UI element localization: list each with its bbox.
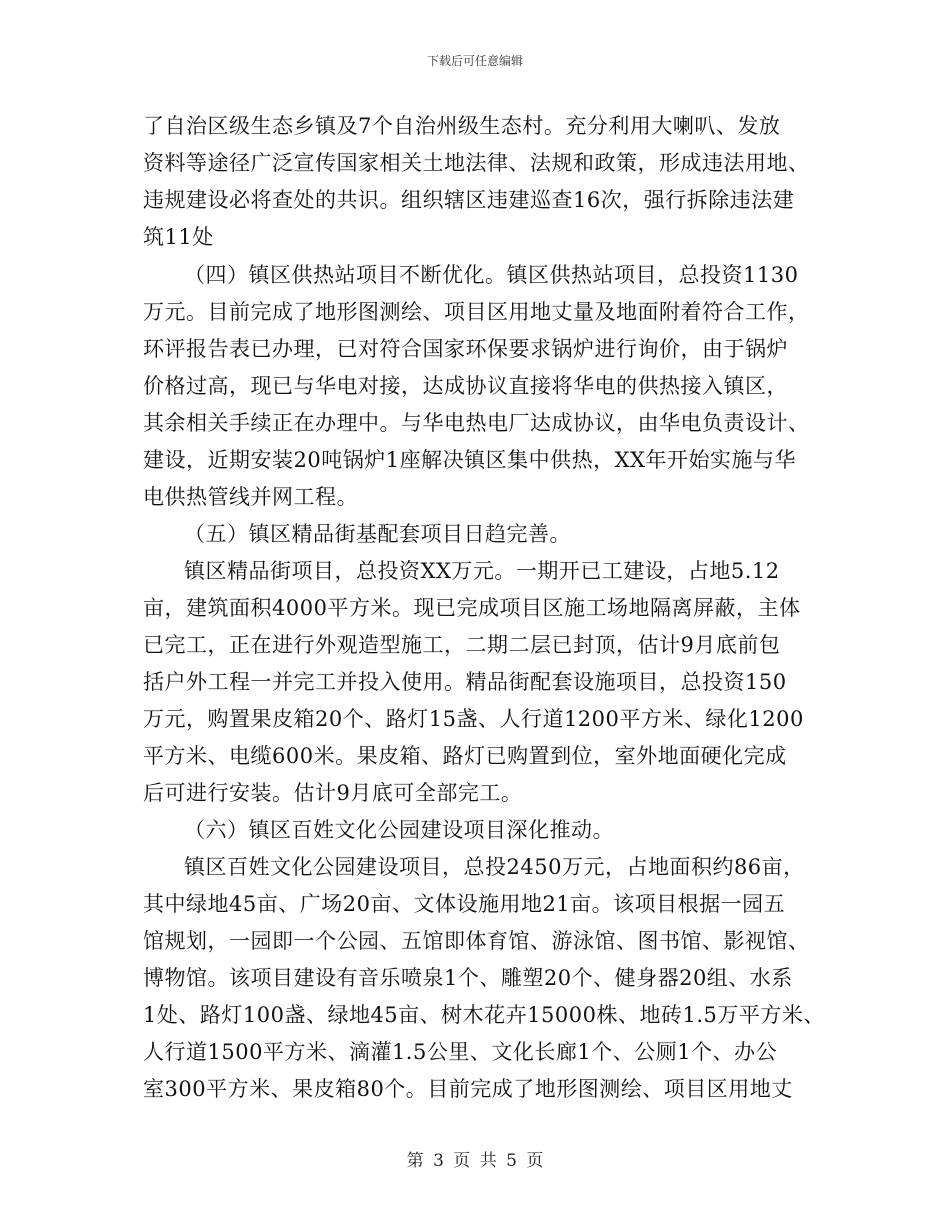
body-line: 电供热管线并网工程。 xyxy=(143,485,358,509)
body-line: 违规建设必将查处的共识。组织辖区违建巡查16次，强行拆除违法建 xyxy=(143,188,795,212)
body-line: 室300平方米、果皮箱80个。目前完成了地形图测绘、项目区用地丈 xyxy=(143,1077,793,1101)
body-line: 资料等途径广泛宣传国家相关土地法律、法规和政策，形成违法用地、 xyxy=(143,151,810,175)
body-line: 平方米、电缆600米。果皮箱、路灯已购置到位，室外地面硬化完成 xyxy=(143,744,787,768)
page-number-footer: 第 3 页 共 5 页 xyxy=(406,1151,544,1171)
body-line: 万元，购置果皮箱20个、路灯15盏、人行道1200平方米、绿化1200 xyxy=(143,707,804,731)
body-line: 镇区精品街项目，总投资XX万元。一期开已工建设，占地5.12 xyxy=(184,559,780,583)
body-line: 其余相关手续正在办理中。与华电热电厂达成协议，由华电负责设计、 xyxy=(143,411,810,435)
body-line: 已完工，正在进行外观造型施工，二期二层已封顶，估计9月底前包 xyxy=(143,633,781,657)
body-line: 筑11处 xyxy=(143,225,214,249)
section-heading-6: （六）镇区百姓文化公园建设项目深化推动。 xyxy=(184,818,614,842)
page-header-note: 下载后可任意编辑 xyxy=(426,54,523,68)
body-line: 万元。目前完成了地形图测绘、项目区用地丈量及地面附着符合工作， xyxy=(143,300,810,324)
body-line: 环评报告表已办理，已对符合国家环保要求锅炉进行询价，由于锅炉 xyxy=(143,337,788,361)
section-heading-4: （四）镇区供热站项目不断优化。镇区供热站项目，总投资1130 xyxy=(184,263,799,287)
body-line: 人行道1500平方米、滴灌1.5公里、文化长廊1个、公厕1个、办公 xyxy=(143,1040,778,1064)
body-line: 价格过高，现已与华电对接，达成协议直接将华电的供热接入镇区， xyxy=(143,374,788,398)
body-line: 馆规划，一园即一个公园、五馆即体育馆、游泳馆、图书馆、影视馆、 xyxy=(143,929,810,953)
body-line: 了自治区级生态乡镇及7个自治州级生态村。充分利用大喇叭、发放 xyxy=(143,114,781,138)
body-line: 括户外工程一并完工并投入使用。精品街配套设施项目，总投资150 xyxy=(143,670,787,694)
body-line: 其中绿地45亩、广场20亩、文体设施用地21亩。该项目根据一园五 xyxy=(143,892,786,916)
body-line: 后可进行安装。估计9月底可全部完工。 xyxy=(143,781,523,805)
body-line: 亩，建筑面积4000平方米。现已完成项目区施工场地隔离屏蔽，主体 xyxy=(143,596,801,620)
body-line: 镇区百姓文化公园建设项目，总投2450万元，占地面积约86亩， xyxy=(184,855,805,879)
body-line: 博物馆。该项目建设有音乐喷泉1个、雕塑20个、健身器20组、水系 xyxy=(143,966,793,990)
section-heading-5: （五）镇区精品街基配套项目日趋完善。 xyxy=(184,522,571,546)
body-line: 建设，近期安装20吨锅炉1座解决镇区集中供热，XX年开始实施与华 xyxy=(143,448,796,472)
body-line: 1处、路灯100盏、绿地45亩、树木花卉15000株、地砖1.5万平方米、 xyxy=(143,1003,825,1027)
